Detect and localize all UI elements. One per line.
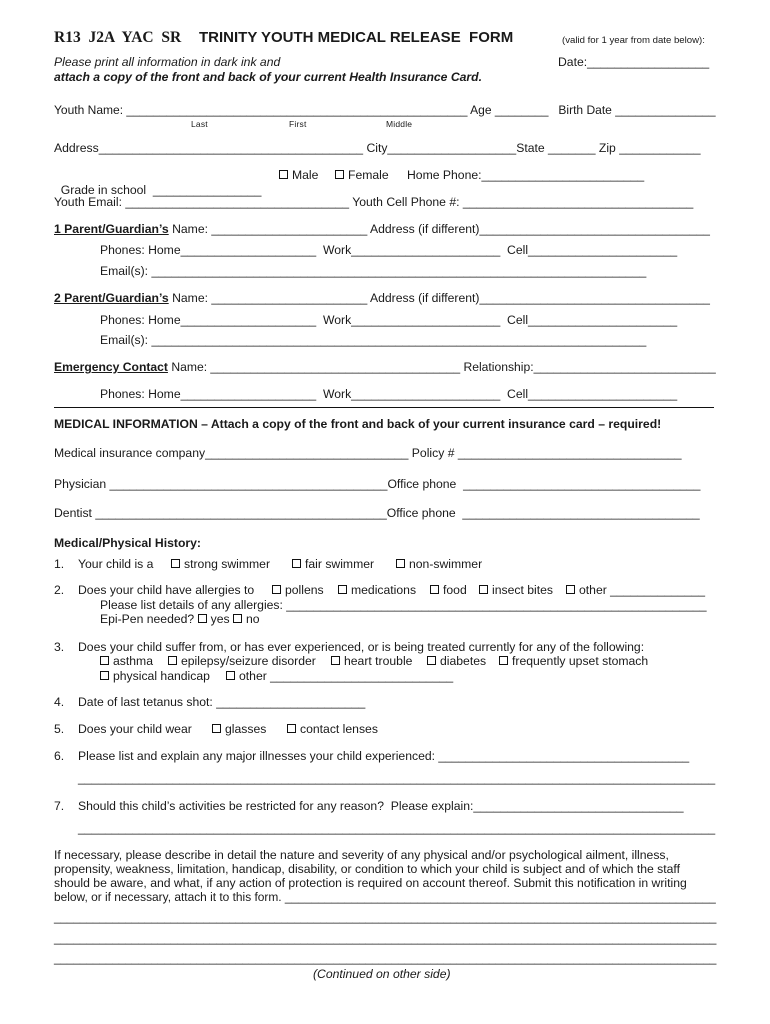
checkbox-icon[interactable] — [331, 656, 340, 665]
q2-option-pollens[interactable]: pollens — [272, 583, 324, 598]
closing-para-line-4[interactable]: below, or if necessary, attach it to this form. _________________________________________________________________ — [54, 890, 716, 904]
closing-para-line-3: should be aware, and what, if any action of protection is required on account thereof. Submit this notification in writing — [54, 876, 687, 890]
q3-option-diabetes[interactable]: diabetes — [427, 654, 486, 669]
checkbox-icon[interactable] — [272, 585, 281, 594]
valid-note: (valid for 1 year from date below): — [562, 35, 705, 46]
continued-note: (Continued on other side) — [313, 967, 451, 981]
sub-label-last: Last — [191, 119, 208, 129]
dentist-line[interactable]: Dentist ___________________________________________Office phone ___________________________________ — [54, 506, 700, 520]
guardian2-email-line[interactable]: Email(s): _________________________________________________________________________ — [100, 333, 647, 347]
grade-row — [54, 168, 261, 198]
checkbox-icon[interactable] — [100, 671, 109, 680]
youth-email-line[interactable]: Youth Email: _________________________________ Youth Cell Phone #: __________________________________ — [54, 195, 694, 209]
checkbox-icon[interactable] — [430, 585, 439, 594]
checkbox-icon[interactable] — [292, 559, 301, 568]
checkbox-icon[interactable] — [479, 585, 488, 594]
q5-option-contacts[interactable]: contact lenses — [287, 722, 378, 737]
q1-number: 1. — [54, 557, 65, 571]
male-option[interactable]: Male — [279, 168, 318, 183]
sub-label-middle: Middle — [386, 119, 413, 129]
q4-tetanus-field[interactable]: Date of last tetanus shot: ______________________ — [78, 695, 366, 709]
guardian2-phones-line[interactable]: Phones: Home____________________ Work______________________ Cell______________________ — [100, 313, 678, 327]
date-field[interactable]: Date:__________________ — [558, 55, 710, 69]
checkbox-icon[interactable] — [427, 656, 436, 665]
q3-option-handicap[interactable]: physical handicap — [100, 669, 210, 684]
q3-number: 3. — [54, 640, 65, 654]
guardian2-label: 2 Parent/Guardian’s — [54, 291, 169, 305]
checkbox-icon[interactable] — [168, 656, 177, 665]
guardian1-phones-line[interactable]: Phones: Home____________________ Work______________________ Cell______________________ — [100, 243, 678, 257]
emergency-label: Emergency Contact — [54, 360, 168, 374]
checkbox-icon[interactable] — [335, 170, 344, 179]
q3-text: Does your child suffer from, or has ever experienced, or is being treated currently for any of the following: — [78, 640, 645, 654]
guardian2-name-line[interactable]: 2 Parent/Guardian’s Name: _______________________ Address (if different)__________________________________ — [54, 291, 710, 305]
q2-epipen-row: Epi-Pen needed? yes no — [100, 612, 260, 626]
closing-para-line-2: propensity, weakness, limitation, handicap, disability, or condition to which your child is subject and of which the staff — [54, 862, 680, 876]
checkbox-icon[interactable] — [233, 614, 242, 623]
checkbox-icon[interactable] — [226, 671, 235, 680]
youth-name-line[interactable]: Youth Name: ___________________________________________________ Age ________ Birth Date _______________ — [54, 103, 716, 117]
q2-number: 2. — [54, 583, 65, 597]
q7-restriction-line[interactable]: Should this child’s activities be restricted for any reason? Please explain:_______________________________ — [78, 799, 684, 813]
form-title: TRINITY YOUTH MEDICAL RELEASE FORM — [199, 29, 514, 46]
q7-number: 7. — [54, 799, 65, 813]
q2-text: Does your child have allergies to — [78, 583, 255, 597]
medical-heading: MEDICAL INFORMATION – Attach a copy of the front and back of your current insurance card – required! — [54, 417, 662, 431]
q2-option-food[interactable]: food — [430, 583, 467, 598]
instruction-line-1: Please print all information in dark ink and — [54, 55, 281, 69]
insurance-line[interactable]: Medical insurance company______________________________ Policy # _________________________________ — [54, 446, 682, 460]
emergency-phones-line[interactable]: Phones: Home____________________ Work______________________ Cell______________________ — [100, 387, 678, 401]
q5-text: Does your child wear — [78, 722, 192, 736]
form-code: R13 J2A YAC SR — [54, 29, 182, 46]
closing-para-line-1: If necessary, please describe in detail the nature and severity of any physical and/or psychological ailment, illness, — [54, 848, 669, 862]
checkbox-icon[interactable] — [212, 724, 221, 733]
guardian1-name-line[interactable]: 1 Parent/Guardian’s Name: _______________________ Address (if different)__________________________________ — [54, 222, 710, 236]
q2-option-medications[interactable]: medications — [338, 583, 416, 598]
checkbox-icon[interactable] — [279, 170, 288, 179]
q2-details-line[interactable]: Please list details of any allergies: ______________________________________________________________ — [100, 598, 707, 612]
guardian1-email-line[interactable]: Email(s): _________________________________________________________________________ — [100, 264, 647, 278]
q6-illness-line[interactable]: Please list and explain any major illnesses your child experienced: _____________________________________ — [78, 749, 690, 763]
q1-option-strong[interactable]: strong swimmer — [171, 557, 270, 572]
q3-option-other[interactable]: other ___________________________ — [226, 669, 453, 684]
checkbox-icon[interactable] — [100, 656, 109, 665]
instruction-line-2: attach a copy of the front and back of your current Health Insurance Card. — [54, 70, 482, 84]
history-heading: Medical/Physical History: — [54, 536, 201, 550]
home-phone-field[interactable]: Home Phone:________________________ — [407, 168, 645, 182]
female-option[interactable]: Female — [335, 168, 389, 183]
q3-option-asthma[interactable]: asthma — [100, 654, 153, 669]
epipen-no[interactable]: no — [245, 612, 260, 626]
q2-option-insect-bites[interactable]: insect bites — [479, 583, 553, 598]
q1-option-non[interactable]: non-swimmer — [396, 557, 482, 572]
checkbox-icon[interactable] — [198, 614, 207, 623]
grade-field[interactable]: Grade in school ________________ — [60, 183, 262, 197]
q5-number: 5. — [54, 722, 65, 736]
q5-option-glasses[interactable]: glasses — [212, 722, 266, 737]
q3-option-epilepsy[interactable]: epilepsy/seizure disorder — [168, 654, 316, 669]
sub-label-first: First — [289, 119, 307, 129]
q7-restriction-line-2[interactable]: ______________________________________________________________________________________________ — [78, 821, 716, 835]
guardian1-label: 1 Parent/Guardian’s — [54, 222, 169, 236]
q4-number: 4. — [54, 695, 65, 709]
blank-line-1[interactable]: ______________________________________________________________________________________________________ — [54, 910, 717, 924]
checkbox-icon[interactable] — [338, 585, 347, 594]
address-line[interactable]: Address_______________________________________ City___________________State _______ Zip ____________ — [54, 141, 701, 155]
q1-option-fair[interactable]: fair swimmer — [292, 557, 374, 572]
q1-text: Your child is a — [78, 557, 154, 571]
q2-option-other[interactable]: other ______________ — [566, 583, 705, 598]
checkbox-icon[interactable] — [287, 724, 296, 733]
checkbox-icon[interactable] — [499, 656, 508, 665]
q3-option-heart[interactable]: heart trouble — [331, 654, 412, 669]
q6-illness-line-2[interactable]: ______________________________________________________________________________________________ — [78, 771, 716, 785]
emergency-name-line[interactable]: Emergency Contact Name: _____________________________________ Relationship:___________________________ — [54, 360, 716, 374]
physician-line[interactable]: Physician _________________________________________Office phone ___________________________________ — [54, 477, 701, 491]
blank-line-3[interactable]: ______________________________________________________________________________________________________ — [54, 951, 717, 965]
blank-line-2[interactable]: ______________________________________________________________________________________________________ — [54, 931, 717, 945]
checkbox-icon[interactable] — [396, 559, 405, 568]
epipen-yes[interactable]: yes — [210, 612, 230, 626]
checkbox-icon[interactable] — [171, 559, 180, 568]
q3-option-stomach[interactable]: frequently upset stomach — [499, 654, 648, 669]
checkbox-icon[interactable] — [566, 585, 575, 594]
q6-number: 6. — [54, 749, 65, 763]
section-divider — [54, 407, 714, 408]
